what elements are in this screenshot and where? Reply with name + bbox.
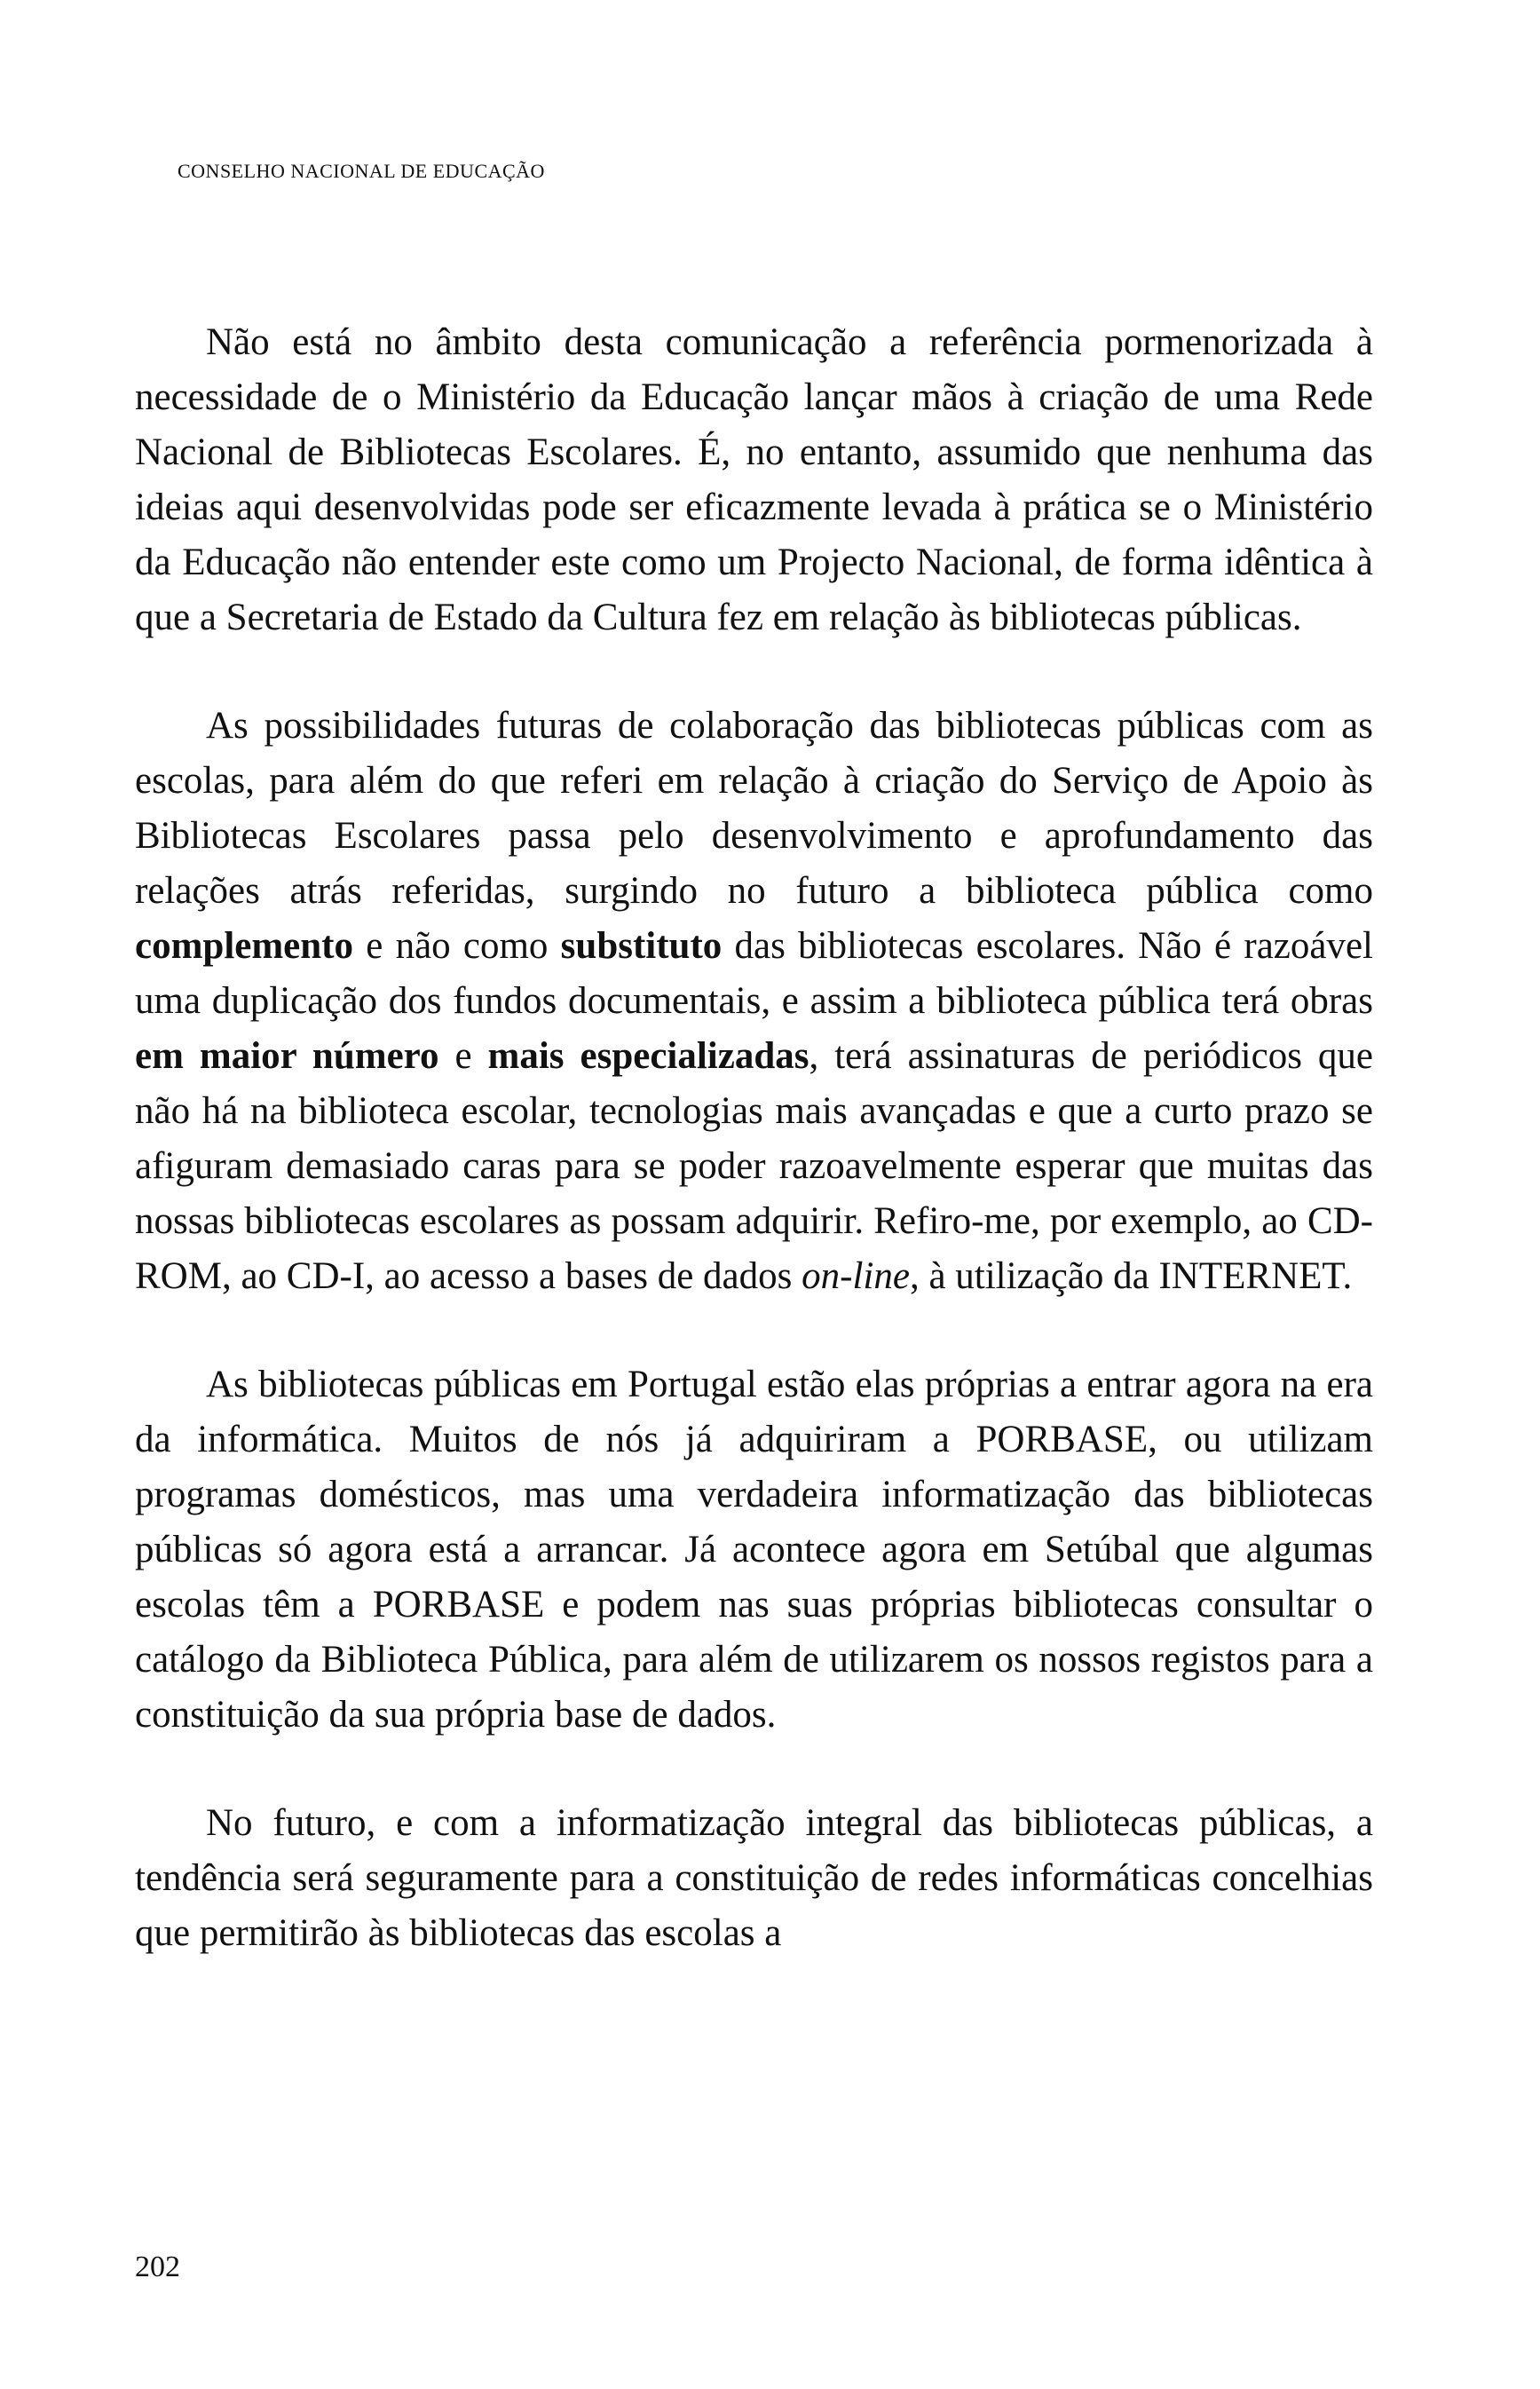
emphasis-em-maior-numero: em maior número: [135, 1035, 439, 1077]
paragraph-1: Não está no âmbito desta comunicação a referência pormenorizada à necessidade de o Ministério da Educação lançar mãos à criação de uma Rede Nacional de Bibliotecas Escolares. É, no entanto, assumido que nenhuma das ideias aqui desenvolvidas pode ser eficazmente levada à prática se o Ministério da Educação não entender este como um Projecto Nacional, de forma idêntica à que a Secretaria de Estado da Cultura fez em relação às bibliotecas públicas.: [135, 321, 1373, 638]
paragraph-2-text-4: e: [438, 1035, 488, 1077]
paragraph-3: As bibliotecas públicas em Portugal estão elas próprias a entrar agora na era da informática. Muitos de nós já adquiriram a PORBASE, ou utilizam programas domésticos, mas uma verdadeira informatização das bibliotecas públicas só agora está a arrancar. Já acontece agora em Setúbal que algumas escolas têm a PORBASE e podem nas suas próprias bibliotecas consultar o catálogo da Biblioteca Pública, para além de utilizarem os nossos registos para a constituição da sua própria base de dados.: [135, 1364, 1373, 1736]
paragraph-2-text-3: das bibliotecas escolares. Não é razoável uma duplicação dos fundos documentais, e assim a biblioteca pública terá obras: [135, 925, 1373, 1022]
paragraph-2-text-5: , terá assinaturas de periódicos que não há na biblioteca escolar, tecnologias mais avançadas e que a curto prazo se afiguram demasiado caras para se poder razoavelmente esperar que muitas das nossas bibliotecas escolares as possam adquirir. Refiro-me, por exemplo, ao CD-ROM, ao CD-I, ao acesso a bases de dados: [135, 1035, 1373, 1297]
emphasis-complemento: complemento: [135, 925, 353, 967]
paragraph-2-text-2: e não como: [353, 925, 561, 967]
body-text: [135, 315, 1373, 1961]
italic-on-line: on-line: [802, 1255, 910, 1297]
paragraph-2-text-6: , à utilização da INTERNET.: [909, 1255, 1353, 1297]
emphasis-substituto: substituto: [560, 925, 723, 967]
running-header: CONSELHO NACIONAL DE EDUCAÇÃO: [178, 160, 545, 182]
emphasis-mais-especializadas: mais especializadas: [487, 1035, 809, 1077]
paragraph-2: [135, 699, 1373, 1304]
page-number: 202: [135, 2251, 180, 2283]
paragraph-4: No futuro, e com a informatização integral das bibliotecas públicas, a tendência será seguramente para a constituição de redes informáticas concelhias que permitirão às bibliotecas das escolas a: [135, 1802, 1373, 1954]
paragraph-2-text-1: As possibilidades futuras de colaboração das bibliotecas públicas com as escolas, para além do que referi em relação à criação do Serviço de Apoio às Bibliotecas Escolares passa pelo desenvolvimento e aprofundamento das relações atrás referidas, surgindo no futuro a biblioteca pública como: [135, 705, 1373, 912]
